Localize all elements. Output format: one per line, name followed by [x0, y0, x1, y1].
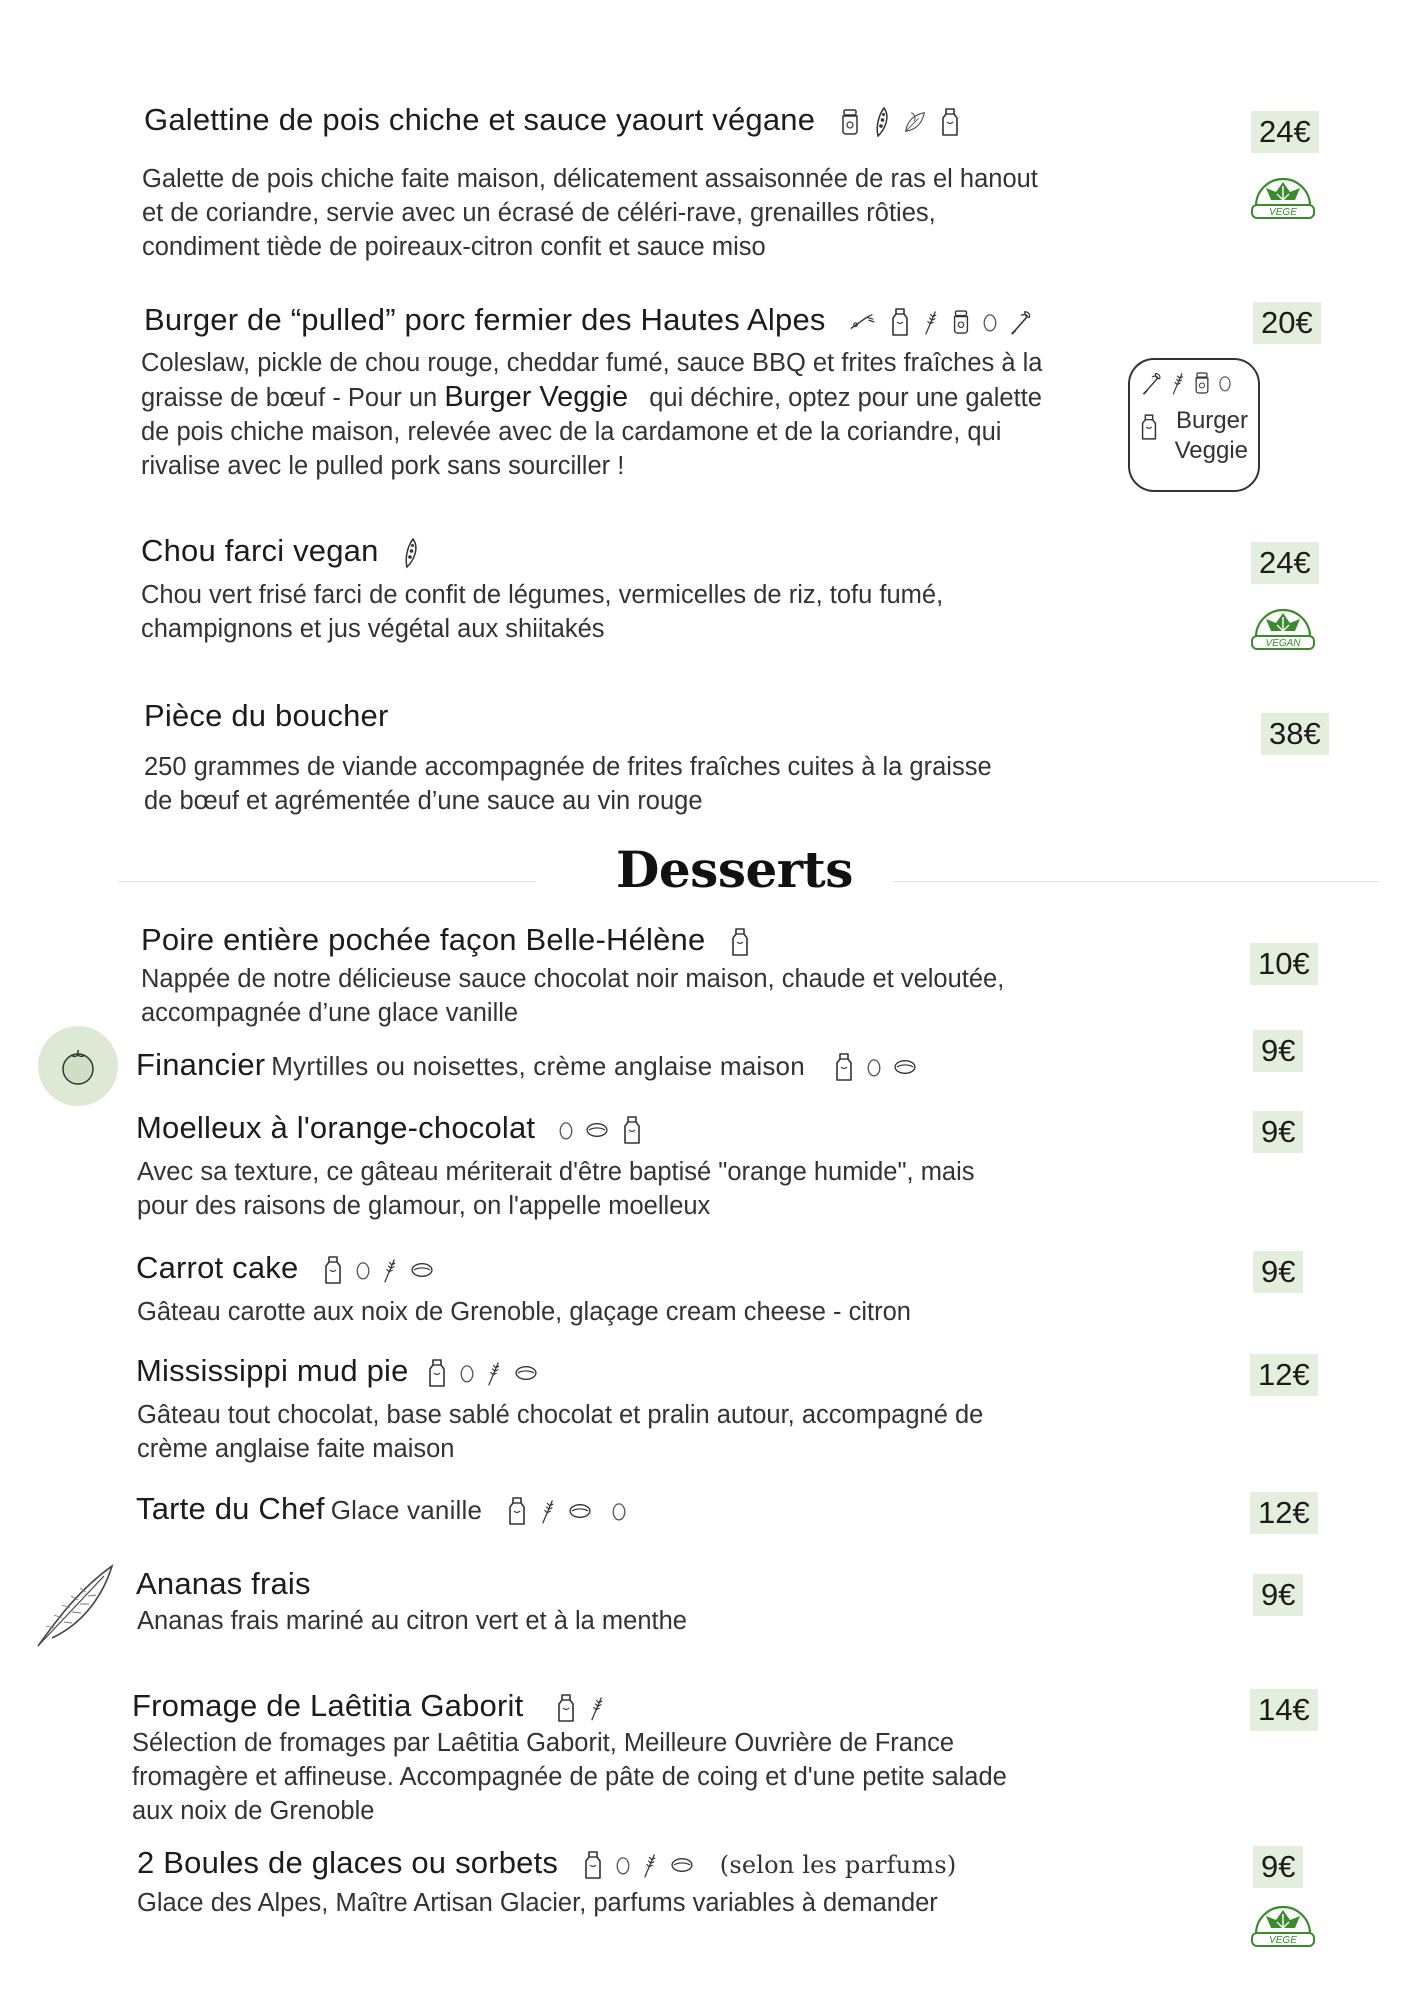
allergen-icons	[838, 106, 962, 138]
menu-item-title: Tarte du Chef Glace vanille	[136, 1491, 627, 1527]
veggie-allergen-icons	[1140, 370, 1232, 396]
menu-item-description: Ananas frais mariné au citron vert et à la menthe	[137, 1607, 687, 1635]
menu-item-price: 20€	[1253, 302, 1321, 344]
wheat-icon	[381, 1256, 399, 1284]
menu-item-title: Burger de “pulled” porc fermier des Hautes Alpes	[144, 302, 1034, 338]
menu-item-price: 24€	[1251, 542, 1319, 584]
wheat-icon	[485, 1359, 503, 1387]
egg-icon	[982, 310, 998, 334]
menu-item-description: 250 grammes de viande accompagnée de frites fraîches cuites à la graisse de bœuf et agrémentée d’une sauce au vin rouge	[144, 753, 992, 815]
vegan-badge: VEGAN	[1248, 603, 1318, 653]
menu-item-title: 2 Boules de glaces ou sorbets (selon les parfums)	[137, 1845, 957, 1880]
wheat-icon	[1170, 370, 1186, 396]
allergen-icons	[321, 1254, 435, 1286]
milk-bottle-icon	[728, 926, 752, 958]
egg-icon	[866, 1055, 882, 1079]
milk-bottle-icon	[425, 1357, 449, 1389]
wheat-icon	[539, 1497, 557, 1525]
pea-pod-icon	[401, 537, 421, 569]
leaf-icon	[902, 109, 928, 135]
mustard-icon	[848, 311, 878, 333]
menu-item-title: Chou farci vegan	[141, 533, 421, 569]
section-divider-right	[893, 881, 1379, 882]
menu-item-price: 9€	[1253, 1574, 1303, 1616]
menu-item-description: Coleslaw, pickle de chou rouge, cheddar fumé, sauce BBQ et frites fraîches à la graisse de bœuf - Pour un Burger Veggie qui déchire, optez pour une galette de pois chiche maison, relevée avec de la cardamone et de la coriandre, qui rivalise avec le pulled pork sans sourciller !	[141, 349, 1043, 480]
allergen-icons	[581, 1849, 695, 1881]
allergen-icons	[728, 926, 752, 958]
vege-badge: VEGE	[1248, 1900, 1318, 1950]
jar-icon	[1192, 371, 1212, 395]
menu-item-title: Mississippi mud pie	[136, 1353, 539, 1389]
menu-item-description: Chou vert frisé farci de confit de légumes, vermicelles de riz, tofu fumé, champignons et jus végétal aux shiitakés	[141, 581, 944, 643]
menu-item-title: Pièce du boucher	[144, 698, 389, 733]
pea-pod-icon	[872, 106, 892, 138]
nut-icon	[513, 1364, 539, 1382]
feather-decoration	[34, 1562, 118, 1650]
menu-item-price: 9€	[1253, 1111, 1303, 1153]
nut-icon	[892, 1058, 918, 1076]
nut-icon	[409, 1261, 435, 1279]
celery-icon	[1008, 308, 1034, 336]
menu-item-description: Galette de pois chiche faite maison, délicatement assaisonnée de ras el hanout et de coriandre, servie avec un écrasé de céléri-rave, grenailles rôties, condiment tiède de poireaux-citron confit et sauce miso	[142, 165, 1038, 261]
menu-item-price: 9€	[1253, 1251, 1303, 1293]
menu-item-price: 10€	[1250, 943, 1318, 985]
menu-item-price: 12€	[1250, 1354, 1318, 1396]
allergen-icons	[425, 1357, 539, 1389]
allergen-icons	[558, 1114, 644, 1146]
burger-veggie-box: Burger Veggie	[1128, 358, 1260, 492]
milk-bottle-icon	[832, 1051, 856, 1083]
egg-icon	[459, 1361, 475, 1385]
jar-icon	[838, 107, 862, 137]
milk-bottle-icon	[620, 1114, 644, 1146]
wheat-icon	[922, 308, 940, 336]
milk-bottle-icon	[1138, 412, 1160, 442]
allergen-icons	[401, 537, 421, 569]
menu-item-description: Gâteau carotte aux noix de Grenoble, glaçage cream cheese - citron	[137, 1298, 911, 1326]
menu-item-title: Carrot cake	[136, 1250, 435, 1286]
menu-item-title: Moelleux à l'orange-chocolat	[136, 1110, 644, 1146]
menu-item-price: 38€	[1261, 713, 1329, 755]
menu-item-title: Fromage de Laêtitia Gaborit	[132, 1688, 606, 1724]
vege-badge: VEGE	[1248, 172, 1318, 222]
milk-bottle-icon	[938, 106, 962, 138]
egg-icon	[355, 1258, 371, 1282]
menu-item-title: Poire entière pochée façon Belle-Hélène	[141, 922, 752, 958]
milk-bottle-icon	[321, 1254, 345, 1286]
section-divider-left	[118, 881, 536, 882]
menu-item-price: 9€	[1253, 1030, 1303, 1072]
feather-icon	[34, 1562, 118, 1650]
wheat-icon	[641, 1851, 659, 1879]
menu-item-price: 9€	[1253, 1846, 1303, 1888]
egg-icon	[611, 1499, 627, 1523]
nut-icon	[584, 1121, 610, 1139]
egg-icon	[558, 1118, 574, 1142]
menu-item-price: 14€	[1250, 1689, 1318, 1731]
burger-veggie-label: Burger Veggie	[444, 381, 629, 413]
menu-item-description: Sélection de fromages par Laêtitia Gaborit, Meilleure Ouvrière de France fromagère et affineuse. Accompagnée de pâte de coing et d'une petite salade aux noix de Grenoble	[132, 1729, 1007, 1825]
menu-item-description: Gâteau tout chocolat, base sablé chocolat et pralin autour, accompagné de crème anglaise faite maison	[137, 1401, 984, 1463]
egg-icon	[1218, 372, 1232, 394]
milk-bottle-icon	[888, 306, 912, 338]
flavour-note: (selon les parfums)	[719, 1851, 957, 1879]
allergen-icons	[848, 306, 1034, 338]
menu-item-description: Nappée de notre délicieuse sauce chocolat noir maison, chaude et veloutée, accompagnée d’une glace vanille	[141, 965, 1005, 1027]
allergen-icons	[505, 1495, 627, 1527]
menu-item-price: 24€	[1251, 111, 1319, 153]
allergen-icons	[832, 1051, 918, 1083]
nut-icon	[669, 1856, 695, 1874]
nut-icon	[567, 1502, 593, 1520]
menu-item-title: Financier Myrtilles ou noisettes, crème anglaise maison	[136, 1047, 918, 1083]
menu-item-description: Glace des Alpes, Maître Artisan Glacier, parfums variables à demander	[137, 1889, 938, 1917]
jar-icon	[950, 309, 972, 335]
section-title-desserts: Desserts	[616, 840, 853, 899]
wheat-icon	[588, 1694, 606, 1722]
egg-icon	[615, 1853, 631, 1877]
milk-bottle-icon	[581, 1849, 605, 1881]
tomato-decoration	[38, 1026, 118, 1106]
menu-item-title: Ananas frais	[136, 1566, 311, 1601]
allergen-icons	[554, 1692, 606, 1724]
milk-bottle-icon	[505, 1495, 529, 1527]
celery-icon	[1140, 370, 1164, 396]
menu-item-title: Galettine de pois chiche et sauce yaourt végane	[144, 102, 962, 138]
tomato-icon	[38, 1026, 118, 1106]
menu-item-description: Avec sa texture, ce gâteau mériterait d'être baptisé "orange humide", mais pour des raisons de glamour, on l'appelle moelleux	[137, 1158, 975, 1220]
milk-bottle-icon	[554, 1692, 578, 1724]
menu-item-price: 12€	[1250, 1492, 1318, 1534]
